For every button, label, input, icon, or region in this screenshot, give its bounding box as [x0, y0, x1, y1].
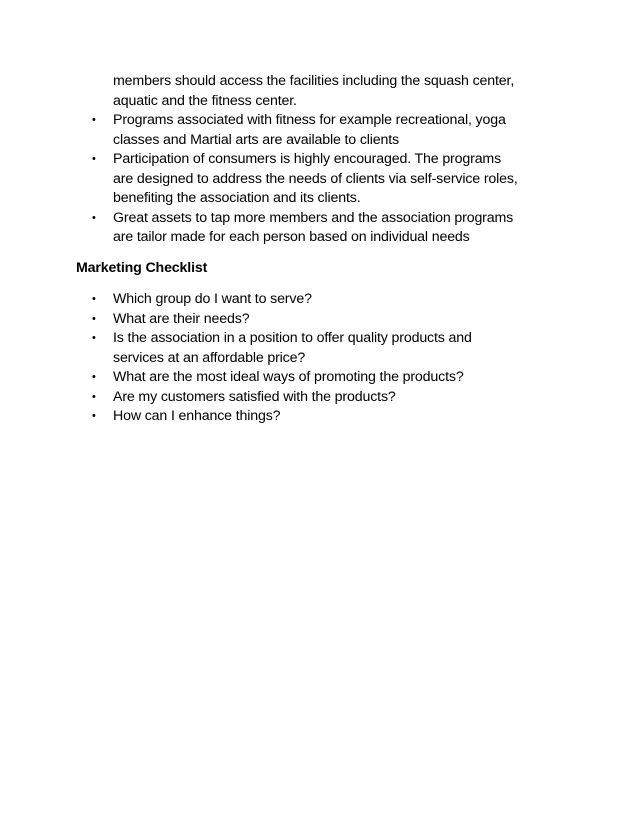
bullet-icon: • [92, 390, 96, 403]
text-line: classes and Martial arts are available to clients [113, 131, 399, 148]
text-line: Is the association in a position to offer quality products and [113, 330, 472, 346]
text-line: What are the most ideal ways of promoting the products? [113, 369, 464, 385]
list-item [76, 150, 576, 209]
bullet-icon: • [92, 410, 96, 422]
bullet-icon: • [92, 114, 96, 126]
bullet-icon: • [92, 153, 96, 165]
text-line: Programs associated with fitness for example recreational, yoga [113, 112, 506, 128]
section-heading: Marketing Checklist [76, 259, 208, 276]
bullet-icon: • [92, 293, 96, 305]
bullet-icon: • [92, 312, 96, 325]
text-line: How can I enhance things? [113, 408, 281, 424]
list-item [76, 329, 576, 368]
list-item [76, 209, 576, 248]
continued-bullet-text [76, 72, 576, 111]
bullet-icon: • [92, 371, 96, 383]
list-item [76, 368, 576, 388]
list-item [76, 290, 576, 310]
text-line: Great assets to tap more members and the association programs [113, 209, 514, 226]
marketing-checklist [76, 290, 576, 427]
text-line: services at an affordable price? [113, 349, 306, 366]
list-item [76, 310, 576, 330]
text-line: Which group do I want to serve? [113, 291, 312, 307]
list-item [76, 407, 576, 427]
text-line: Are my customers satisfied with the products? [113, 388, 396, 405]
bullet-icon: • [92, 332, 96, 344]
text-line: are tailor made for each person based on individual needs [113, 229, 470, 245]
program-features-list [76, 111, 576, 248]
list-item [76, 111, 576, 150]
bullet-icon: • [92, 211, 96, 224]
text-line: What are their needs? [113, 310, 250, 327]
document-body [76, 72, 576, 427]
text-line: are designed to address the needs of clients via self-service roles, [113, 170, 518, 187]
text-line: Participation of consumers is highly encouraged. The programs [113, 151, 502, 167]
text-line: benefiting the association and its clients. [113, 190, 361, 206]
list-item [76, 388, 576, 408]
text-line: aquatic and the fitness center. [113, 92, 297, 109]
text-line: members should access the facilities including the squash center, [113, 73, 515, 89]
